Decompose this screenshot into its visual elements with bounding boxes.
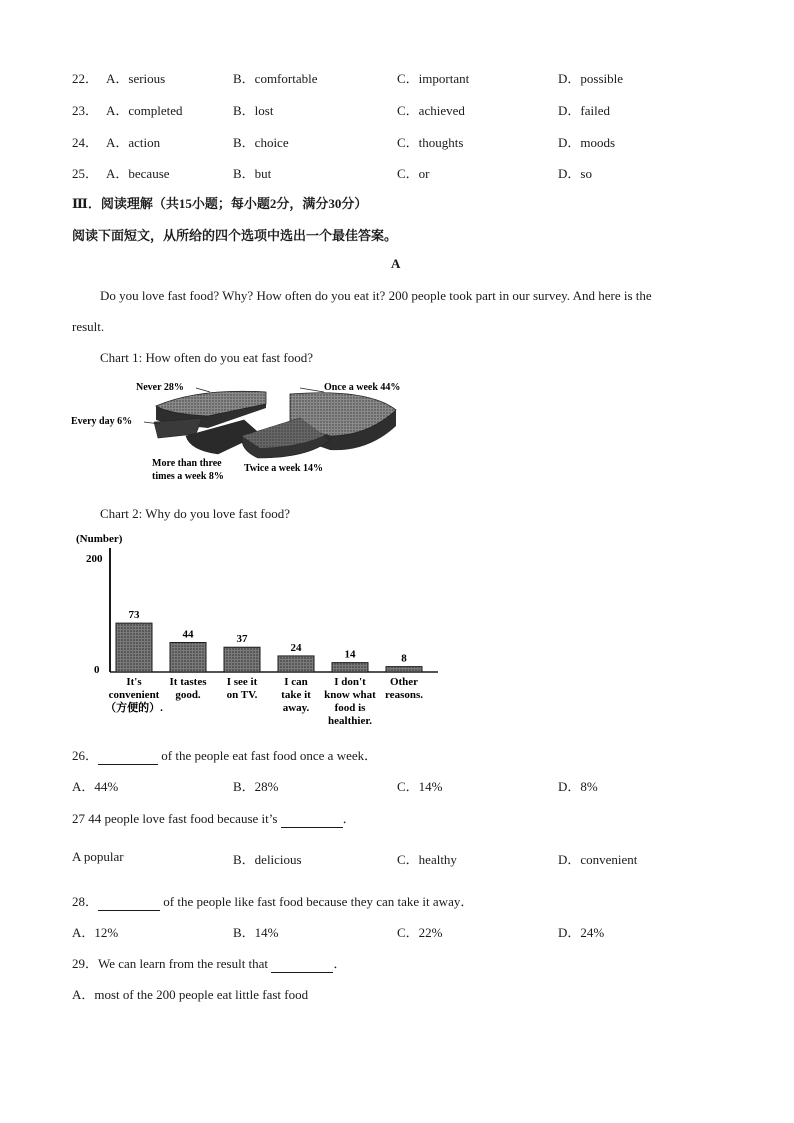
bar-category-label: （方便的）. [105,702,163,714]
q27-stem-before: 27 44 people love fast food because it’s [72,811,281,826]
answer-option-b[interactable]: B．comfortable [233,71,318,86]
q26-option-a[interactable]: A．44% [72,779,119,794]
bar-category-label: I don't [334,676,366,688]
pie-label-every-day: Every day 6% [71,416,133,427]
q27-option-b[interactable]: B．delicious [233,852,302,867]
q28-stem [72,891,473,911]
answer-option-a[interactable]: A．serious [106,71,166,86]
passage-line-2: result. [72,319,105,334]
answer-option-b[interactable]: B．but [233,166,272,181]
chart2-caption: Chart 2: Why do you love fast food? [100,506,291,521]
q28-stem-before: 28． [72,894,99,909]
answer-option-c[interactable]: C．or [397,166,430,181]
pie-label-more-line1: More than three [152,458,222,469]
q28-answer-blank[interactable] [98,894,160,911]
bar-ytick-0: 0 [94,664,100,676]
q29-stem [72,953,346,973]
bar-value-label: 24 [290,641,302,654]
answer-option-c[interactable]: C．achieved [397,103,465,118]
answer-option-d[interactable]: D．moods [558,135,616,150]
bar-5 [332,663,368,672]
answer-option-d[interactable]: D．so [558,166,592,181]
q26-option-b[interactable]: B．28% [233,779,279,794]
q26-answer-blank[interactable] [98,748,158,765]
q26-option-d[interactable]: D．8% [558,779,598,794]
passage-label: A [391,256,401,271]
bar-category-label: I see it [226,676,258,688]
bar-category-label: I can [284,676,308,688]
passage-line-1: Do you love fast food? Why? How often do you eat it? 200 people took part in our survey. And here is the [100,288,652,303]
q26-stem [72,745,377,765]
q27-answer-blank[interactable] [281,811,343,828]
answer-option-a[interactable]: A．action [106,135,161,150]
q27-option-c[interactable]: C．healthy [397,852,457,867]
chart2-bar [70,528,450,738]
q29-answer-blank[interactable] [271,956,333,973]
pie-label-once: Once a week 44% [324,382,401,393]
question-number: 25． [72,166,99,181]
q27-option-a[interactable]: A popular [72,849,124,864]
pie-label-more-line2: times a week 8% [152,471,224,482]
answer-option-a[interactable]: A．completed [106,103,183,118]
bar-ytick-200: 200 [86,553,103,565]
bar-value-label: 73 [128,609,140,622]
pie-label-never: Never 28% [136,382,184,393]
question-number: 23． [72,103,99,118]
bar-category-label: take it [281,689,311,701]
bar-value-label: 44 [182,628,194,641]
q28-option-d[interactable]: D．24% [558,925,605,940]
bar-category-label: know what [324,689,376,701]
bar-3 [224,647,260,672]
bar-category-label: healthier. [328,715,372,727]
bar-category-label: It's [126,676,142,688]
answer-option-b[interactable]: B．choice [233,135,289,150]
q29-option-a[interactable]: A．most of the 200 people eat little fast food [72,987,309,1002]
chart1-caption: Chart 1: How often do you eat fast food? [100,350,314,365]
question-number: 22． [72,71,99,86]
bar-category-label: away. [282,702,310,714]
answer-option-c[interactable]: C．thoughts [397,135,464,150]
pie-label-twice: Twice a week 14% [244,463,323,474]
q28-option-b[interactable]: B．14% [233,925,279,940]
bar-category-label: food is [334,702,366,714]
bar-1 [116,623,152,672]
bar-value-label: 14 [344,648,356,661]
question-number: 24． [72,135,99,150]
bar-category-label: good. [175,689,201,701]
q28-option-a[interactable]: A．12% [72,925,119,940]
bar-category-label: reasons. [385,689,423,701]
q26-stem-after: of the people eat fast food once a week． [158,748,378,763]
bar-2 [170,643,206,672]
bar-value-label: 37 [236,633,248,646]
chart1-pie [68,376,428,488]
q27-stem-after: ． [342,811,356,826]
q27-stem [72,808,356,828]
q28-stem-after: of the people like fast food because they can take it away． [160,894,474,909]
bar-4 [278,656,314,672]
q26-stem-before: 26． [72,748,99,763]
answer-option-d[interactable]: D．possible [558,71,624,86]
bar-category-label: on TV. [226,689,258,701]
section-instruction: 阅读下面短文，从所给的四个选项中选出一个最佳答案。 [72,228,398,243]
answer-option-c[interactable]: C．important [397,71,470,86]
section-heading: Ⅲ．阅读理解（共15小题；每小题2分，满分30分） [72,196,368,211]
bar-ylabel: (Number) [76,533,123,545]
answer-option-b[interactable]: B．lost [233,103,274,118]
bar-category-label: It tastes [169,676,207,688]
bar-category-label: Other [389,676,419,688]
q27-option-d[interactable]: D．convenient [558,852,638,867]
bar-6 [386,667,422,672]
answer-option-a[interactable]: A．because [106,166,170,181]
bar-category-label: convenient [108,689,160,701]
bar-value-label: 8 [401,652,407,665]
q29-stem-after: ． [333,956,347,971]
q29-stem-before: 29．We can learn from the result that [72,956,272,971]
q26-option-c[interactable]: C．14% [397,779,443,794]
answer-option-d[interactable]: D．failed [558,103,610,118]
q28-option-c[interactable]: C．22% [397,925,443,940]
